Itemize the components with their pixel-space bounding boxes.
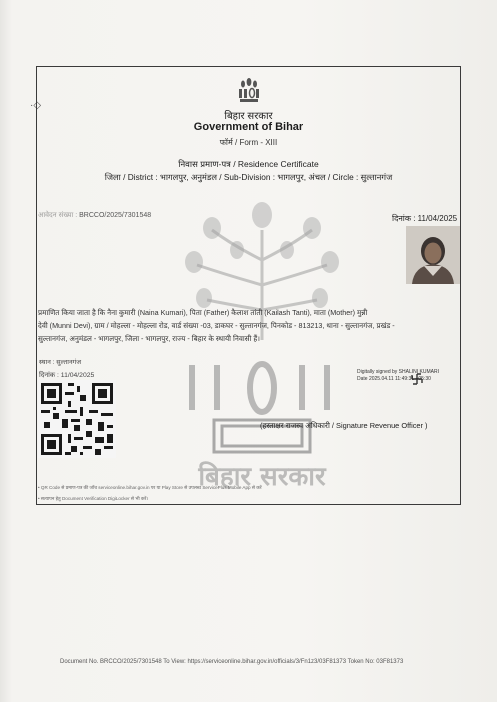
digital-signature-date: Date 2025.04.11 11:49:31 +05:30 (357, 376, 431, 382)
certificate-body (38, 306, 458, 345)
certificate-date: दिनांक : 11/04/2025 (392, 214, 458, 223)
footer-note: • QR Code से प्रमाण-पत्र की जाँच serviceonline.bihar.gov.in पर या Play Store से उपलब्ध ServicePlus Mobile App से करें (38, 485, 262, 490)
person-photo-icon (406, 226, 460, 284)
application-number-value: BRCCO/2025/7301548 (79, 212, 152, 219)
issue-place: स्थान : सुल्तानगंज (39, 359, 82, 366)
verification-link: Document No. BRCCO/2025/7301548 To View: https://serviceonline.bihar.gov.in/officials/3/Fn1z3/03F81373 Token No: 03F81373 (60, 659, 404, 665)
district-line: जिला / District : भागलपुर, अनुमंडल / Sub-Division : भागलपुर, अंचल / Circle : सुल्तानगंज (104, 172, 393, 182)
watermark-text: बिहार सरकार (198, 462, 326, 492)
form-number: फॉर्म / Form - XIII (219, 138, 278, 147)
body-line: प्रमाणित किया जाता है कि नैना कुमारी (Naina Kumari), पिता (Father) कैलाश तांती (Kailash Tanti), माता (Mother) मुन्नी (38, 308, 368, 317)
issue-date: दिनांक : 11/04/2025 (39, 372, 95, 379)
qr-code-icon (38, 380, 116, 458)
application-number (38, 211, 151, 220)
scan-mark: ·◇ (30, 100, 42, 111)
body-line: सुल्तानगंज, अनुमंडल - भागलपुर, जिला - भागलपुर, राज्य - बिहार के स्थायी निवासी हैं। (38, 334, 260, 343)
digital-signature-line: Digitally signed by SHALINI KUMARI (357, 369, 439, 375)
signature-officer-label: (हस्ताक्षर राजस्व अधिकारी / Signature Revenue Officer ) (260, 421, 428, 430)
certificate-title: निवास प्रमाण-पत्र / Residence Certificate (178, 159, 319, 169)
government-title: Government of Bihar (193, 121, 304, 133)
application-prefix: आवेदन संख्या : (38, 212, 78, 219)
state-name-hindi: बिहार सरकार (224, 111, 273, 122)
applicant-photo (406, 226, 460, 284)
footer-note: • सत्यापन हेतु Document Verification DigiLocker से भी करें। (38, 496, 149, 501)
bihar-emblem-icon (233, 76, 265, 104)
body-line: देवी (Munni Devi), ग्राम / मोहल्ला - मोहल्ला रोड, वार्ड संख्या -03, डाकघर - सुल्तानगंज, पिनकोड - 813213, थाना - सुल्तानगंज, प्रखंड - (38, 321, 395, 330)
swastik-icon (411, 373, 423, 385)
